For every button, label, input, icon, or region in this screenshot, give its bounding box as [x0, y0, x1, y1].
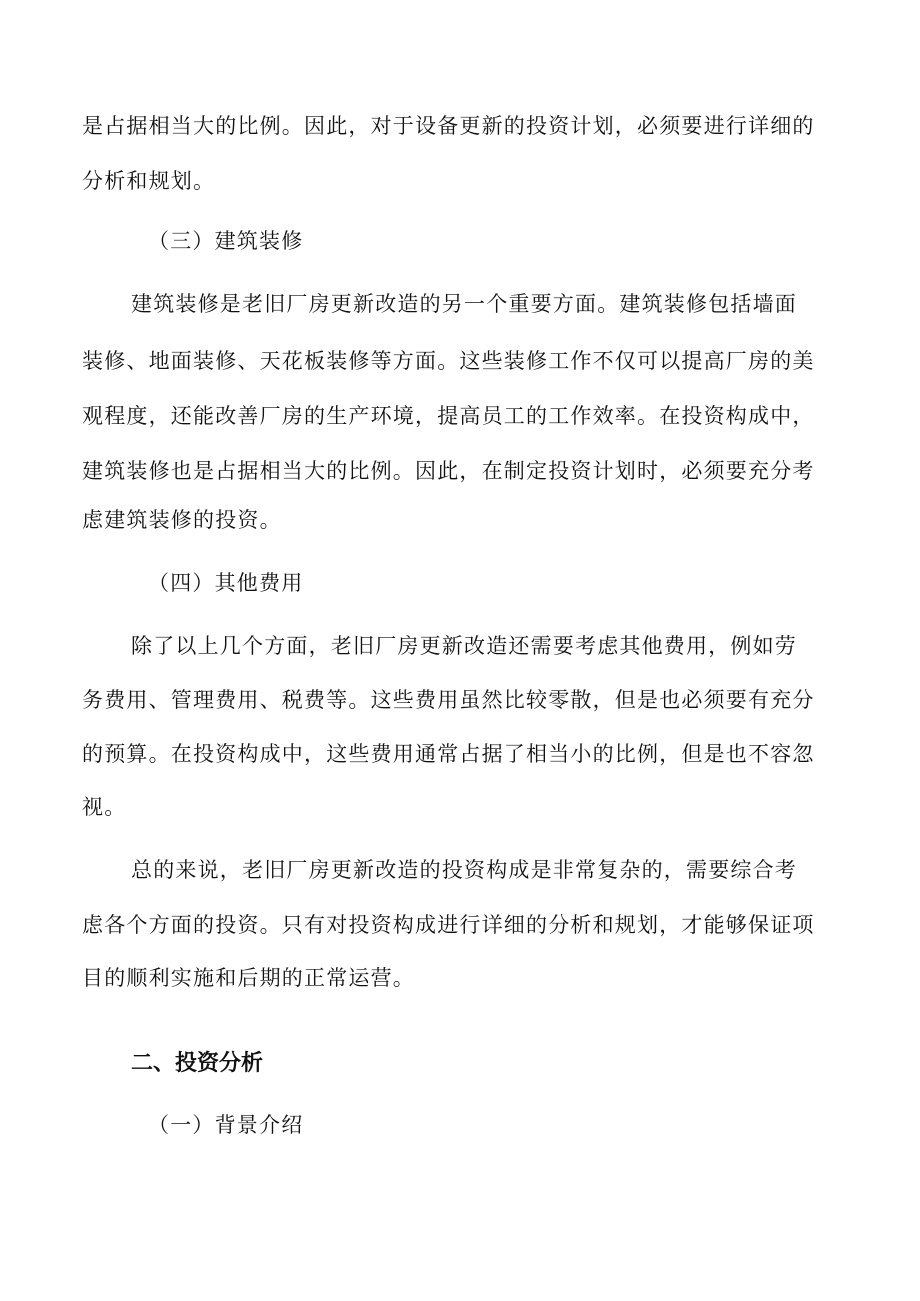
- paragraph-line: 务费用、管理费用、税费等。这些费用虽然比较零散，但是也必须要有充分: [82, 688, 815, 712]
- paragraph-line: 建筑装修也是占据相当大的比例。因此，在制定投资计划时，必须要充分考: [82, 459, 815, 483]
- subheading-other-costs: （四）其他费用: [148, 571, 304, 595]
- subheading-building-decoration: （三）建筑装修: [148, 229, 304, 253]
- paragraph-line: 总的来说，老旧厂房更新改造的投资构成是非常复杂的，需要综合考: [131, 858, 797, 882]
- paragraph-line: 分析和规划。: [82, 169, 216, 193]
- paragraph-line: 视。: [82, 795, 127, 819]
- paragraph-line: 建筑装修是老旧厂房更新改造的另一个重要方面。建筑装修包括墙面: [131, 292, 797, 316]
- paragraph-line: 装修、地面装修、天花板装修等方面。这些装修工作不仅可以提高厂房的美: [82, 349, 815, 373]
- paragraph-line: 是占据相当大的比例。因此，对于设备更新的投资计划，必须要进行详细的: [82, 114, 815, 138]
- paragraph-line: 虑各个方面的投资。只有对投资构成进行详细的分析和规划，才能够保证项: [82, 913, 815, 937]
- section-title-investment-analysis: 二、投资分析: [131, 1051, 264, 1076]
- paragraph-line: 虑建筑装修的投资。: [82, 508, 282, 532]
- paragraph-line: 除了以上几个方面，老旧厂房更新改造还需要考虑其他费用，例如劳: [131, 634, 797, 658]
- paragraph-line: 观程度，还能改善厂房的生产环境，提高员工的工作效率。在投资构成中，: [82, 404, 815, 428]
- subheading-background: （一）背景介绍: [148, 1113, 304, 1137]
- paragraph-line: 的预算。在投资构成中，这些费用通常占据了相当小的比例，但是也不容忽: [82, 742, 815, 766]
- paragraph-line: 目的顺利实施和后期的正常运营。: [82, 966, 415, 990]
